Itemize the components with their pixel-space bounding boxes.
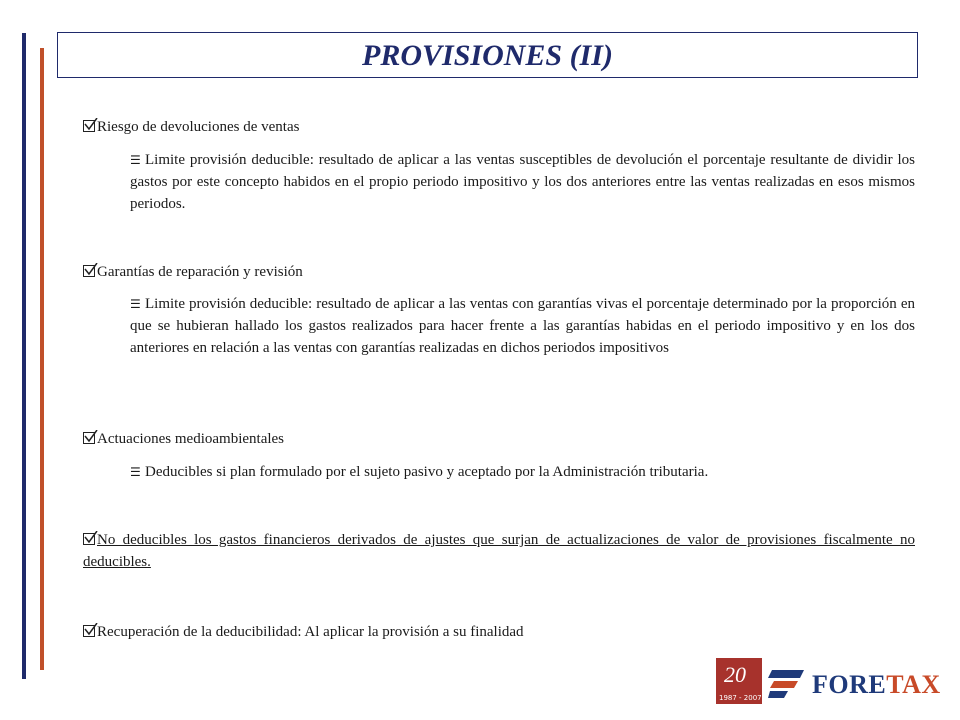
section-riesgo-bullet [130, 149, 915, 215]
bullet-text: Limite provisión deducible: resultado de aplicar a las ventas con garantías vivas el porcentaje determinado por la proporción en que se hubieran hallado los gastos realizados para hacer frente a las garantías habidas en el periodo impositivo y en los dos anteriores en relación a las ventas con garantías realizadas en dichos periodos impositivos [130, 296, 915, 356]
section-actuaciones-bullet [130, 461, 915, 483]
section-label: Recuperación de la deducibilidad: Al aplicar la provisión a su finalidad [97, 624, 524, 640]
section-actuaciones [83, 428, 915, 450]
section-label: Garantías de reparación y revisión [97, 264, 303, 280]
section-riesgo [83, 116, 915, 138]
section-garantias [83, 261, 915, 283]
section-label: No deducibles los gastos financieros derivados de ajustes que surjan de actualizaciones de valor de provisiones fiscalmente no deducibles. [83, 532, 915, 570]
foretax-logo [716, 658, 946, 708]
anniversary-seal [716, 658, 762, 704]
seal-number: 20 [724, 662, 746, 687]
seal-years: 1987 - 2007 [719, 694, 762, 702]
foretax-mark-icon [768, 666, 808, 702]
bullet-icon: ☰ [130, 153, 141, 167]
section-no-deducibles [83, 529, 915, 573]
left-accent-bar-red [40, 48, 44, 670]
section-garantias-bullet [130, 293, 915, 359]
title-box [57, 32, 918, 78]
checkbox-icon [83, 120, 95, 132]
checkbox-icon [83, 625, 95, 637]
brand-name: FORETAX [812, 670, 941, 699]
section-label: Riesgo de devoluciones de ventas [97, 119, 300, 135]
section-label: Actuaciones medioambientales [97, 431, 285, 447]
checkbox-icon [83, 432, 95, 444]
bullet-text: Limite provisión deducible: resultado de aplicar a las ventas susceptibles de devolución el porcentaje resultante de dividir los gastos por este concepto habidos en el propio periodo impositivo y los dos anteriores entre las ventas realizadas en esos mismos periodos. [130, 152, 915, 212]
bullet-icon: ☰ [130, 465, 141, 479]
left-accent-bar-blue [22, 33, 26, 679]
section-recuperacion [83, 621, 915, 643]
checkbox-icon [83, 265, 95, 277]
checkbox-icon [83, 533, 95, 545]
page-title: PROVISIONES (II) [362, 39, 613, 72]
bullet-text: Deducibles si plan formulado por el sujeto pasivo y aceptado por la Administración tributaria. [145, 464, 709, 480]
bullet-icon: ☰ [130, 297, 141, 311]
